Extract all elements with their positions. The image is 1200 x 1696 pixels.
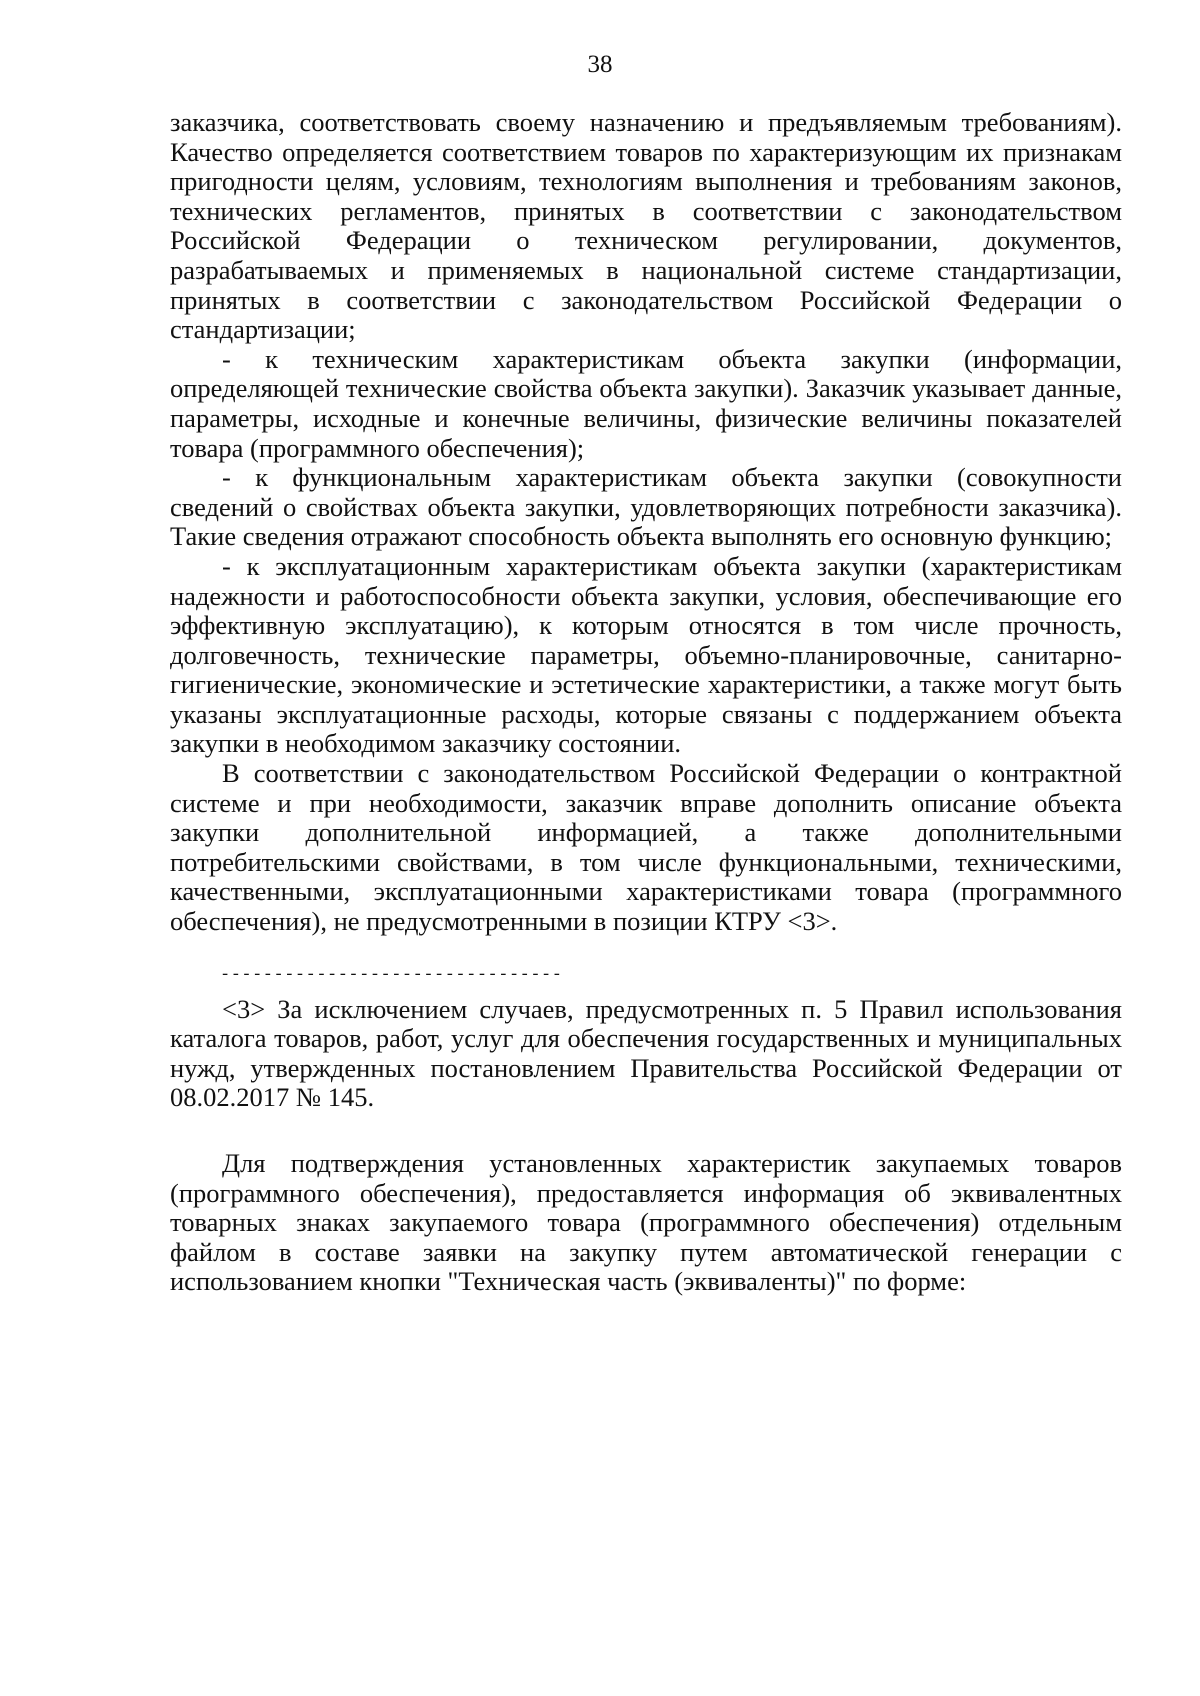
paragraph-quality-requirements: заказчика, соответствовать своему назначению и предъявляемым требованиям). Качество определяется соответствием товаров по характеризующим их признакам пригодности целям, условиям, технологиям выполнения и требованиям законов, технических регламентов, принятых в соответствии с законодательством Российской Федерации о техническом регулировании, документов, разрабатываемых и применяемых в национальной системе стандартизации, принятых в соответствии с законодательством Российской Федерации о стандартизации; — [170, 107, 1122, 345]
paragraph-technical-characteristics: - к техническим характеристикам объекта закупки (информации, определяющей технические свойства объекта закупки). Заказчик указывает данные, параметры, исходные и конечные величины, физические величины показателей товара (программного обеспечения); — [170, 343, 1122, 463]
paragraph-contract-system: В соответствии с законодательством Российской Федерации о контрактной системе и при необходимости, заказчик вправе дополнить описание объекта закупки дополнительной информацией, а также дополнительными потребительскими свойствами, в том числе функциональными, техническими, качественными, эксплуатационными характеристиками товара (программного обеспечения), не предусмотренными в позиции КТРУ <3>. — [170, 758, 1122, 937]
footnote-section — [170, 965, 1122, 1113]
page-body — [170, 108, 1122, 1297]
paragraph-functional-characteristics: - к функциональным характеристикам объекта закупки (совокупности сведений о свойствах объекта закупки, удовлетворяющих потребности заказчика). Такие сведения отражают способность объекта выполнять его основную функцию; — [170, 462, 1122, 552]
footnote-separator: -------------------------------- — [220, 965, 563, 985]
footnote-3: <3> За исключением случаев, предусмотренных п. 5 Правил использования каталога товаров, работ, услуг для обеспечения государственных и муниципальных нужд, утвержденных постановлением Правительства Российской Федерации от 08.02.2017 № 145. — [170, 993, 1122, 1113]
page-number: 38 — [587, 51, 613, 78]
paragraph-equivalents-form: Для подтверждения установленных характеристик закупаемых товаров (программного обеспечения), предоставляется информация об эквивалентных товарных знаках закупаемого товара (программного обеспечения) отдельным файлом в составе заявки на закупку путем автоматической генерации с использованием кнопки "Техническая часть (эквиваленты)" по форме: — [170, 1148, 1122, 1297]
paragraph-operational-characteristics: - к эксплуатационным характеристикам объекта закупки (характеристикам надежности и работоспособности объекта закупки, условия, обеспечивающие его эффективную эксплуатацию), к которым относятся в том числе прочность, долговечность, технические параметры, объемно-планировочные, санитарно-гигиенические, экономические и эстетические характеристики, а также могут быть указаны эксплуатационные расходы, которые связаны с поддержанием объекта закупки в необходимом заказчику состоянии. — [170, 550, 1122, 759]
